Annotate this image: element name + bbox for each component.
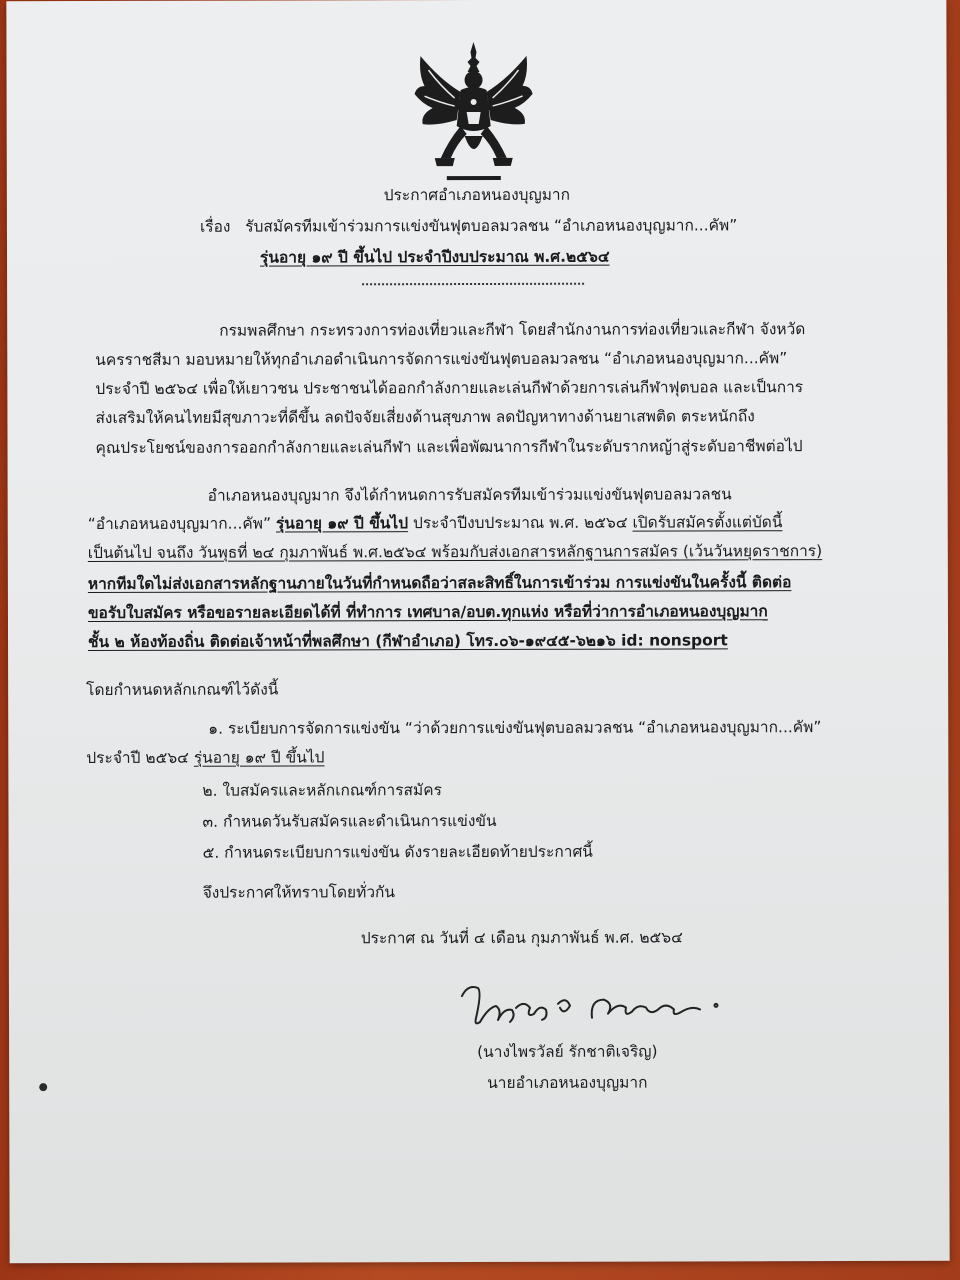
criteria-item1-cont	[86, 746, 324, 769]
paragraph2-line6: ชั้น ๒ ห้องท้องถิ่น ติดต่อเจ้าหน้าที่พลศึกษา (กีฬาอำเภอ) โทร.๐๖-๑๙๔๕-๖๒๑๖ id: nonsport	[88, 631, 728, 652]
criteria-item1-age: รุ่นอายุ ๑๙ ปี ขึ้นไป	[193, 748, 325, 767]
paragraph1-line2: นครราชสีมา มอบหมายให้ทุกอำเภอดำเนินการจัดการแข่งขันฟุตบอลมวลชน “อำเภอหนองบุญมาก...คัพ”	[95, 349, 788, 370]
criteria-item4: ๕. กำหนดระเบียบการแข่งขัน ดังรายละเอียดท้ายประกาศนี้	[202, 842, 593, 862]
criteria-item1: ๑. ระเบียบการจัดการแข่งขัน “ว่าด้วยการแข่งขันฟุตบอลมวลชน “อำเภอหนองบุญมาก...คัพ”	[208, 718, 822, 738]
garuda-emblem-icon	[410, 40, 536, 188]
paragraph1-line5: คุณประโยชน์ของการออกกำลังกายและเล่นกีฬา และเพื่อพัฒนาการกีฬาในระดับรากหญ้าสู่ระดับอาชีพต่อไป	[95, 437, 803, 458]
announcement-title: ประกาศอำเภอหนองบุญมาก	[383, 185, 571, 205]
signer-position: นายอำเภอหนองบุญมาก	[487, 1073, 648, 1092]
age-division: รุ่นอายุ ๑๙ ปี ขึ้นไป	[275, 514, 409, 533]
registration-open: เปิดรับสมัครตั้งแต่บัดนี้	[632, 513, 783, 532]
subject-label: เรื่อง	[199, 217, 231, 236]
paragraph1-line1: กรมพลศึกษา กระทรวงการท่องเที่ยวและกีฬา โดยสำนักงานการท่องเที่ยวและกีฬา จังหวัด	[219, 320, 806, 340]
cup-name: “อำเภอหนองบุญมาก...คัพ”	[87, 514, 272, 534]
signer-name: (นางไพรวัลย์ รักชาติเจริญ)	[477, 1042, 658, 1062]
criteria-item1-year: ประจำปี ๒๕๖๔	[86, 748, 189, 768]
paragraph2-line3: เป็นต้นไป จนถึง วันพุธที่ ๒๔ กุมภาพันธ์ พ.ศ.๒๕๖๔ พร้อมกับส่งเอกสารหลักฐานการสมัคร (เว้นวันหยุดราชการ)	[87, 542, 823, 563]
criteria-intro: โดยกำหนดหลักเกณฑ์ไว้ดังนี้	[86, 680, 279, 700]
header-divider	[362, 283, 584, 286]
paragraph2-line1: อำเภอหนองบุญมาก จึงได้กำหนดการรับสมัครทีมเข้าร่วมแข่งขันฟุตบอลมวลชน	[207, 485, 732, 505]
subject-line	[200, 214, 737, 237]
dateline: ประกาศ ณ วันที่ ๔ เดือน กุมภาพันธ์ พ.ศ. ๒๕๖๔	[360, 928, 683, 948]
criteria-item3: ๓. กำหนดวันรับสมัครและดำเนินการแข่งขัน	[202, 811, 497, 831]
paragraph2-line5: ขอรับใบสมัคร หรือขอรายละเอียดได้ที่ ที่ทำการ เทศบาล/อบต.ทุกแห่ง หรือที่ว่าการอำเภอหนองบุญมาก	[87, 602, 768, 623]
subject-text: รับสมัครทีมเข้าร่วมการแข่งขันฟุตบอลมวลชน “อำเภอหนองบุญมาก...คัพ”	[245, 216, 738, 236]
announcement-subtitle: รุ่นอายุ ๑๙ ปี ขึ้นไป ประจำปีงบประมาณ พ.ศ.๒๕๖๔	[259, 247, 610, 267]
paragraph1-line3: ประจำปี ๒๕๖๔ เพื่อให้เยาวชน ประชาชนได้ออกกำลังกายและเล่นกีฬาด้วยการเล่นกีฬาฟุตบอล และเป็นการ	[95, 378, 804, 399]
announcement-paper	[6, 0, 949, 1263]
paragraph2-line2	[88, 511, 783, 535]
paper-speck	[39, 1083, 47, 1091]
paragraph1-line4: ส่งเสริมให้คนไทยมีสุขภาวะที่ดีขึ้น ลดปัจจัยเสี่ยงด้านสุขภาพ ลดปัญหาทางด้านยาเสพติด ตระหนักถึง	[95, 407, 755, 428]
paragraph2-line4: หากทีมใดไม่ส่งเอกสารหลักฐานภายในวันที่กำหนดถือว่าสละสิทธิ์ในการเข้าร่วม การแข่งขันในครั้งนี้ ติดต่อ	[87, 573, 792, 594]
closing-statement: จึงประกาศให้ทราบโดยทั่วกัน	[202, 883, 396, 902]
handwritten-signature	[454, 977, 724, 1036]
fiscal-year: ประจำปีงบประมาณ พ.ศ. ๒๕๖๔	[412, 513, 628, 533]
criteria-item2: ๒. ใบสมัครและหลักเกณฑ์การสมัคร	[202, 781, 442, 800]
